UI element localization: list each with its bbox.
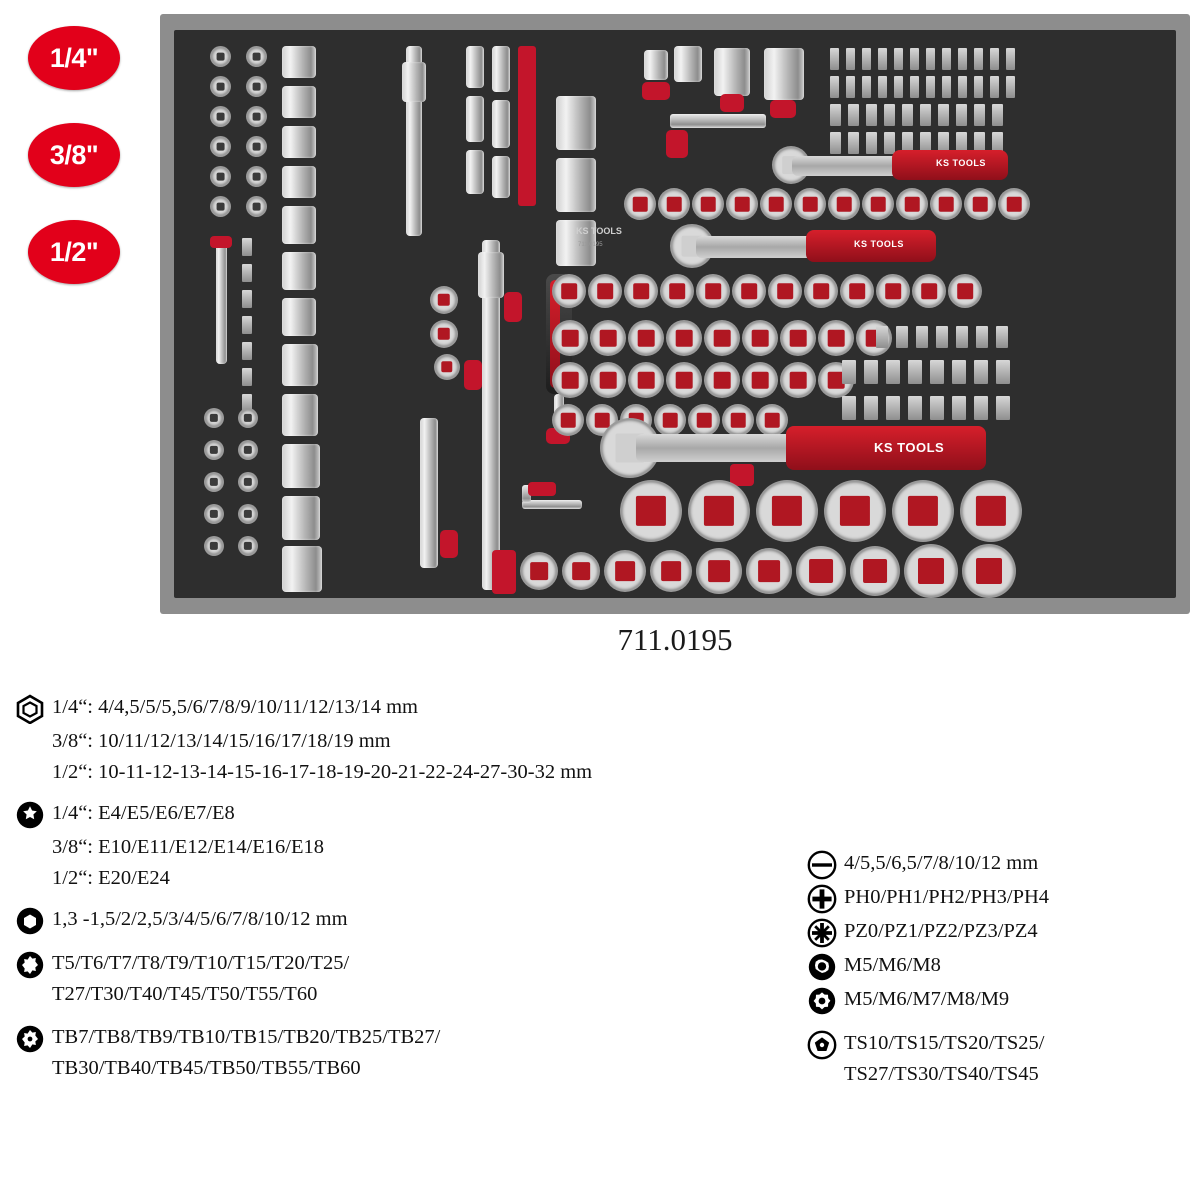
spec-row-torx-ts-bits	[800, 1028, 1196, 1090]
spec-e-line-3: 1/2“: E20/E24	[52, 867, 170, 889]
size-badge-group	[28, 26, 158, 317]
foam-inlay	[174, 30, 1176, 598]
ribe-bit-icon	[800, 950, 844, 982]
spec-row-pozidriv-bits	[800, 916, 1196, 948]
spec-row-slotted-bits	[800, 848, 1196, 880]
red-rail	[518, 46, 536, 206]
spec-row-torx-bits	[8, 948, 808, 1010]
badge-quarter-inch	[28, 26, 120, 90]
spec-row-ribe-bits	[800, 950, 1196, 982]
spec-row-phillips-bits	[800, 882, 1196, 914]
badge-label: 1/4"	[49, 42, 99, 73]
hex-key	[522, 500, 582, 509]
spark-plug-socket	[714, 48, 750, 96]
badge-label: 3/8"	[49, 139, 99, 170]
spec-row-torx-tamperproof-bits	[8, 1022, 808, 1084]
extension-bar	[216, 244, 227, 364]
sliding-t-bar	[670, 114, 766, 128]
spec-row-hex-bits	[8, 904, 808, 936]
spec-pozidriv-line-1: PZ0/PZ1/PZ2/PZ3/PZ4	[844, 920, 1038, 942]
brand-mark: KS TOOLS	[936, 158, 986, 168]
tray-brand-print: KS TOOLS	[576, 226, 622, 236]
spec-hex-line-2: 3/8“: 10/11/12/13/14/15/16/17/18/19 mm	[52, 730, 391, 752]
spec-e-line-1: 1/4“: E4/E5/E6/E7/E8	[52, 802, 235, 824]
red-clip	[210, 236, 232, 248]
extension-knurl-2	[478, 252, 504, 298]
universal-joint-1	[644, 50, 668, 80]
spec-spline-line-1: M5/M6/M7/M8/M9	[844, 988, 1010, 1010]
hex-bit-icon	[8, 904, 52, 936]
spec-hex-line-1: 1/4“: 4/4,5/5/5,5/6/7/8/9/10/11/12/13/14 mm	[52, 696, 418, 718]
brand-mark: KS TOOLS	[874, 440, 945, 455]
spec-phillips-line-1: PH0/PH1/PH2/PH3/PH4	[844, 886, 1050, 908]
tool-tray-photo	[160, 14, 1190, 614]
badge-three-eighths-inch	[28, 123, 120, 187]
slotted-bit-icon	[800, 848, 844, 880]
extension-knurl-1	[402, 62, 426, 102]
pozidriv-bit-icon	[800, 916, 844, 948]
spec-torx-line-1: T5/T6/T7/T8/T9/T10/T15/T20/T25/	[52, 952, 350, 974]
spec-e-line-2: 3/8“: E10/E11/E12/E14/E16/E18	[52, 836, 324, 858]
spec-ts-line-2: TS27/TS30/TS40/TS45	[844, 1063, 1039, 1085]
part-number: 711.0195	[617, 622, 733, 657]
spec-row-spline-bits	[800, 984, 1196, 1016]
spec-hexbit-line-1: 1,3 -1,5/2/2,5/3/4/5/6/7/8/10/12 mm	[52, 908, 348, 930]
hex-socket-icon	[8, 692, 52, 724]
brand-mark: KS TOOLS	[854, 239, 904, 249]
spec-ts-line-1: TS10/TS15/TS20/TS25/	[844, 1032, 1045, 1054]
spline-bit-icon	[800, 984, 844, 1016]
badge-label: 1/2"	[49, 236, 99, 267]
extension-bar-3	[420, 418, 438, 568]
spec-hex-line-3: 1/2“: 10-11-12-13-14-15-16-17-18-19-20-21-22-24-27-30-32 mm	[52, 761, 593, 783]
phillips-bit-icon	[800, 882, 844, 914]
spec-row-torx-e-sockets	[8, 798, 808, 830]
spec-row-hex-sockets	[8, 692, 808, 724]
badge-half-inch	[28, 220, 120, 284]
spec-list-right	[800, 848, 1196, 1092]
spec-torx-tb-line-1: TB7/TB8/TB9/TB10/TB15/TB20/TB25/TB27/	[52, 1026, 441, 1048]
torx-e-socket-icon	[8, 798, 52, 830]
spec-torx-line-2: T27/T30/T40/T45/T50/T55/T60	[52, 983, 318, 1005]
spec-torx-tb-line-2: TB30/TB40/TB45/TB50/TB55/TB60	[52, 1057, 361, 1079]
torx-bit-icon	[8, 948, 52, 980]
torx-tamperproof-bit-icon	[8, 1022, 52, 1054]
spec-list-left	[8, 692, 808, 1086]
torx-ts-bit-icon	[800, 1028, 844, 1060]
spec-ribe-line-1: M5/M6/M8	[844, 954, 941, 976]
tray-part-print: 711.0195	[578, 242, 603, 248]
spec-slotted-line-1: 4/5,5/6,5/7/8/10/12 mm	[844, 852, 1039, 874]
